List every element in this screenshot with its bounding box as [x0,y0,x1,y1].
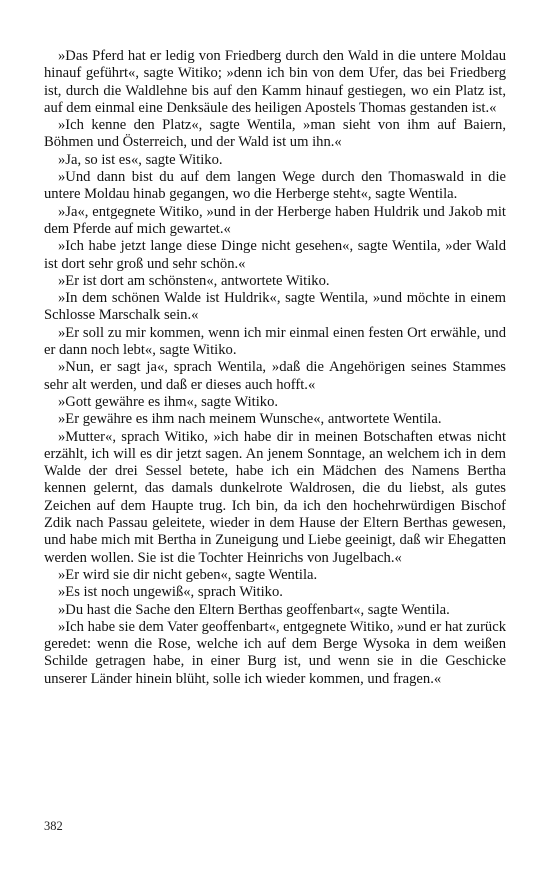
paragraph: »Du hast die Sache den Eltern Berthas geoffenbart«, sagte Wentila. [58,601,450,618]
paragraph: »Ich habe sie dem Vater geoffenbart«, entgegnete Witiko, »und er hat zurück geredet: wenn die Rose, welche ich auf dem Berge Wysoka in dem weißen Schilde getragen habe, in einer Burg ist, und wenn sie in die Geschicke unserer Länder hinein blüht, solle ich wieder kommen, und fragen.« [44,618,507,687]
paragraph: »Ja«, entgegnete Witiko, »und in der Herberge haben Huldrik und Jakob mit dem Pferde auf mich gewartet.« [44,203,506,237]
paragraph: »Nun, er sagt ja«, sprach Wentila, »daß die Angehörigen seines Stammes sehr alt werden, und daß er dieses auch hofft.« [44,359,506,393]
paragraph: »Ich habe jetzt lange diese Dinge nicht gesehen«, sagte Wentila, »der Wald ist dort sehr groß und sehr schön.« [44,238,506,272]
paragraph: »Und dann bist du auf dem langen Wege durch den Thomaswald in die untere Moldau hinab gegangen, wo die Herberge steht«, sagte Wentila. [44,169,506,203]
paragraph: »Ich kenne den Platz«, sagte Wentila, »man sieht von ihm auf Baiern, Böhmen und Österreich, und der Wald ist um ihn.« [44,117,506,151]
paragraph: »Es ist noch ungewiß«, sprach Witiko. [58,584,283,601]
book-page-text [44,48,506,688]
paragraph: »Das Pferd hat er ledig von Friedberg durch den Wald in die untere Moldau hinauf geführt«, sagte Witiko; »denn ich bin von dem Ufer, das bei Friedberg ist, durch die Waldlehne bis auf den Kamm hinauf gestiegen, wo ein Platz ist, auf dem einmal eine Denksäule des heiligen Apostels Thomas gestanden ist.« [44,48,506,116]
paragraph: »Er soll zu mir kommen, wenn ich mir einmal einen festen Ort erwähle, und er dann noch lebt«, sagte Witiko. [44,324,506,359]
paragraph: »Ja, so ist es«, sagte Witiko. [58,151,223,168]
paragraph: »Er gewähre es ihm nach meinem Wunsche«, antwortete Wentila. [58,411,442,428]
paragraph: »Gott gewähre es ihm«, sagte Witiko. [58,393,279,410]
paragraph: »Er wird sie dir nicht geben«, sagte Wentila. [58,566,318,583]
paragraph: »In dem schönen Walde ist Huldrik«, sagte Wentila, »und möchte in einem Schlosse Marschalk sein.« [44,290,506,324]
page-number: 382 [44,819,63,833]
paragraph: »Mutter«, sprach Witiko, »ich habe dir in meinen Botschaften etwas nicht erzählt, ich will es dir jetzt sagen. An jenem Sonntage, an welchem ich in dem Walde der drei Sessel betete, habe ich ein Mädchen des Namens Bertha kennen gelernt, das damals dunkelrote Waldrosen, die du liebst, als gutes Zeichen auf dem Haupte trug. Ich bin, da ich den hochehrwürdigen Bischof Zdik nach Passau geleitete, wieder in dem Hause der Eltern Berthas gewesen, und habe mich mit Bertha in Zuneigung und Liebe geeinigt, daß wir Ehegatten werden wollen. Sie ist die Tochter Heinrichs von Jugelbach.« [44,428,506,566]
paragraph: »Er ist dort am schönsten«, antwortete Witiko. [58,272,330,289]
